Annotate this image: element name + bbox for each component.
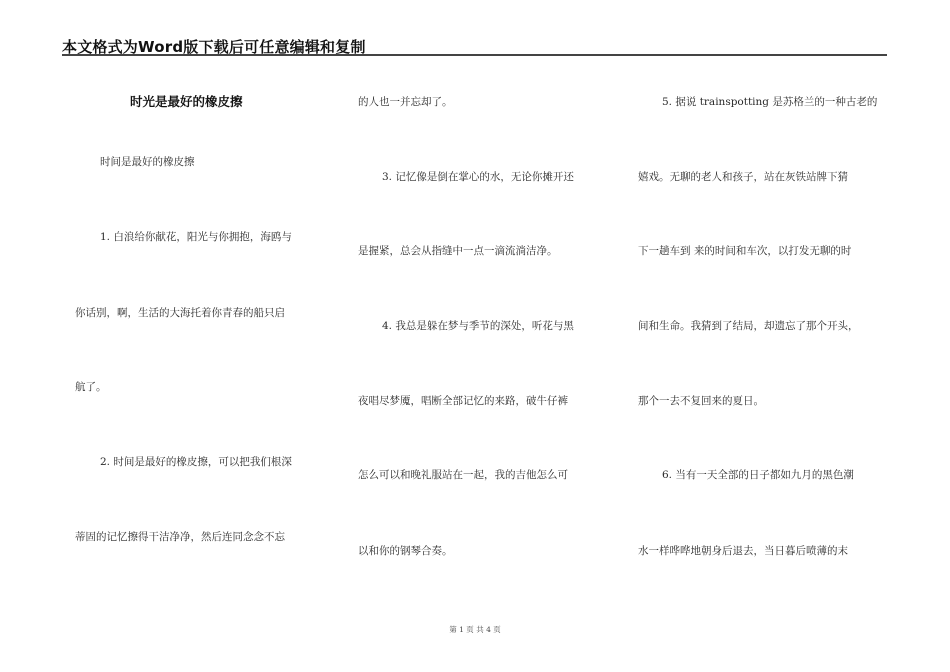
text-line: 5. 据说 trainspotting 是苏格兰的一种古老的	[662, 96, 878, 108]
text-line: 6. 当有一天全部的日子都如九月的黑色潮	[662, 469, 854, 481]
download-banner: 本文格式为Word版下载后可任意编辑和复制	[62, 38, 366, 56]
text-line: 蒂固的记忆擦得干洁净净，然后连同念念不忘	[75, 531, 285, 543]
text-line: 3. 记忆像是倒在掌心的水，无论你摊开还	[382, 171, 574, 183]
text-line: 你话别，啊，生活的大海托着你青春的船只启	[75, 307, 285, 319]
text-line: 嬉戏。无聊的老人和孩子，站在灰铁站牌下猜	[638, 171, 848, 183]
text-line: 的人也一并忘却了。	[358, 96, 453, 108]
text-line: 间和生命。我猜到了结局，却遗忘了那个开头，	[638, 320, 859, 332]
text-line: 时间是最好的橡皮擦	[100, 156, 195, 168]
header-rule	[62, 54, 887, 56]
text-line: 夜唱尽梦魇，唱断全部记忆的来路，破牛仔裤	[358, 395, 568, 407]
text-line: 是握紧，总会从指缝中一点一滴流淌洁净。	[358, 245, 558, 257]
text-line: 2. 时间是最好的橡皮擦，可以把我们根深	[100, 456, 292, 468]
page-number: 第 1 页 共 4 页	[449, 625, 501, 634]
text-line: 航了。	[75, 381, 107, 393]
text-line: 4. 我总是躲在梦与季节的深处，听花与黑	[382, 320, 574, 332]
article-title: 时光是最好的橡皮擦	[130, 94, 243, 109]
text-line: 1. 白浪给你献花，阳光与你拥抱，海鸥与	[100, 231, 292, 243]
text-line: 水一样哗哗地朝身后退去，当日暮后喷薄的末	[638, 545, 848, 557]
text-line: 下一趟车到 来的时间和车次，以打发无聊的时	[638, 245, 852, 257]
text-line: 怎么可以和晚礼服站在一起，我的吉他怎么可	[358, 469, 568, 481]
text-line: 那个一去不复回来的夏日。	[638, 395, 764, 407]
text-line: 以和你的钢琴合奏。	[358, 545, 453, 557]
